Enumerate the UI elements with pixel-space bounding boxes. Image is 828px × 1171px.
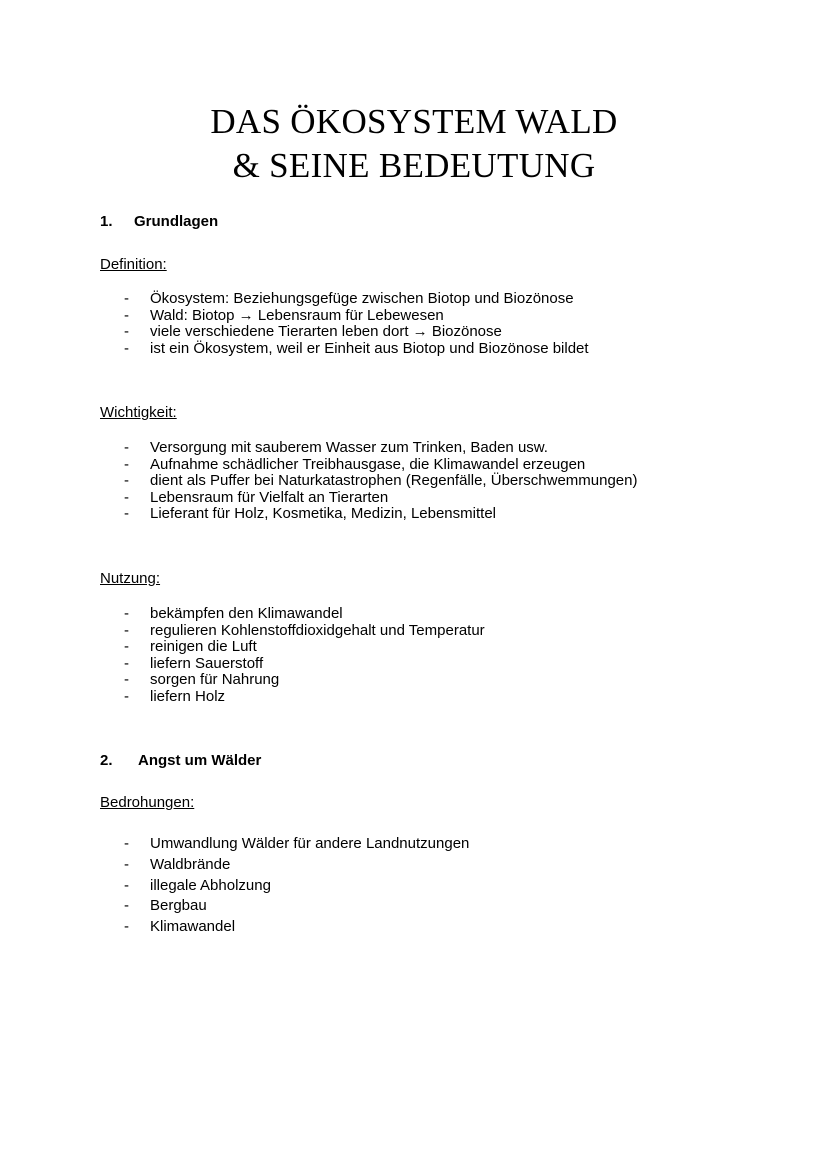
list-item: - Lebensraum für Vielfalt an Tierarten: [0, 490, 638, 507]
wichtigkeit-label: Wichtigkeit:: [100, 404, 177, 421]
title-line-1: DAS ÖKOSYSTEM WALD: [210, 102, 618, 141]
list-item: - reinigen die Luft: [0, 639, 485, 656]
list-item: - sorgen für Nahrung: [0, 672, 485, 689]
list-item: - liefern Sauerstoff: [0, 656, 485, 673]
list-item: - Wald: Biotop → Lebensraum für Lebewesen: [0, 308, 589, 325]
list-item: - Waldbrände: [0, 855, 469, 876]
bedrohungen-label: Bedrohungen:: [100, 794, 195, 811]
document-title: [0, 100, 828, 188]
list-item: - ist ein Ökosystem, weil er Einheit aus Biotop und Biozönose bildet: [0, 341, 589, 358]
list-item: - bekämpfen den Klimawandel: [0, 606, 485, 623]
definition-label: Definition:: [100, 256, 167, 273]
list-item: - Umwandlung Wälder für andere Landnutzungen: [0, 834, 469, 855]
list-item: - Ökosystem: Beziehungsgefüge zwischen Biotop und Biozönose: [0, 291, 589, 308]
list-item: - illegale Abholzung: [0, 876, 469, 897]
definition-list: [0, 291, 589, 357]
bedrohungen-list: [0, 834, 469, 938]
section-1-title: Grundlagen: [134, 213, 219, 230]
list-item: - dient als Puffer bei Naturkatastrophen (Regenfälle, Überschwemmungen): [0, 473, 638, 490]
list-item: - Versorgung mit sauberem Wasser zum Trinken, Baden usw.: [0, 440, 638, 457]
list-item: - liefern Holz: [0, 689, 485, 706]
list-item: - Klimawandel: [0, 917, 469, 938]
list-item: - Lieferant für Holz, Kosmetika, Medizin, Lebensmittel: [0, 506, 638, 523]
list-item: - regulieren Kohlenstoffdioxidgehalt und Temperatur: [0, 623, 485, 640]
nutzung-list: [0, 606, 485, 706]
nutzung-label: Nutzung:: [100, 570, 161, 587]
list-item: - Aufnahme schädlicher Treibhausgase, die Klimawandel erzeugen: [0, 457, 638, 474]
wichtigkeit-list: [0, 440, 638, 523]
section-2-heading: [100, 752, 261, 769]
section-1-heading: [100, 213, 218, 230]
section-2-title: Angst um Wälder: [138, 752, 262, 769]
list-item: - Bergbau: [0, 896, 469, 917]
section-2-number: 2.: [100, 752, 113, 769]
section-1-number: 1.: [100, 213, 113, 230]
title-line-2: & SEINE BEDEUTUNG: [232, 146, 596, 185]
list-item: - viele verschiedene Tierarten leben dort → Biozönose: [0, 324, 589, 341]
